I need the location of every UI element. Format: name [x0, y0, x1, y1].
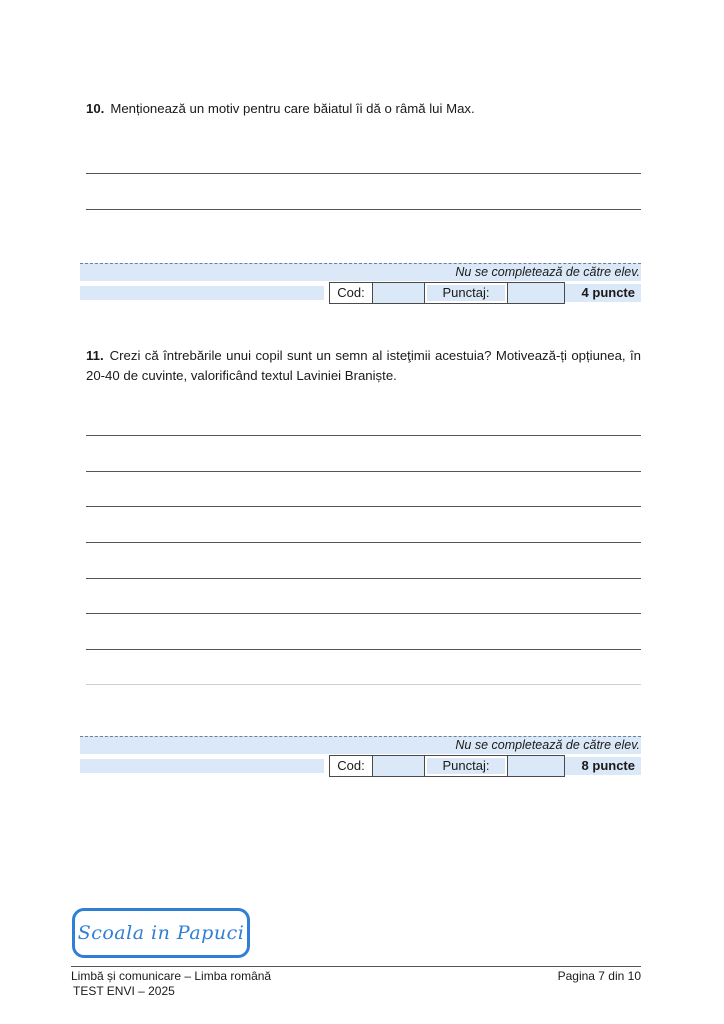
- score-label: Punctaj:: [427, 758, 505, 774]
- score-input[interactable]: [507, 282, 565, 304]
- grading-fill: [80, 759, 324, 773]
- score-label-box: [424, 755, 508, 777]
- question-number: 10.: [86, 101, 105, 116]
- question-10: [86, 99, 641, 119]
- answer-line[interactable]: [86, 613, 641, 614]
- logo-text: Scoala in Papuci: [77, 922, 245, 944]
- answer-line[interactable]: [86, 173, 641, 174]
- grading-note: Nu se completează de către elev.: [455, 738, 640, 752]
- question-number: 11.: [86, 348, 104, 363]
- footer-divider: [71, 966, 641, 967]
- question-text: Menționează un motiv pentru care băiatul îi dă o râmă lui Max.: [110, 101, 475, 116]
- question-text: Crezi că întrebările unui copil sunt un semn al isteţimii acestuia? Motivează-ți opțiunea, în 20-40 de cuvinte, valorificând textul Laviniei Braniște.: [86, 348, 641, 383]
- score-label: Punctaj:: [427, 285, 505, 301]
- grading-fill: [80, 286, 324, 300]
- score-label-box: [424, 282, 508, 304]
- grading-row: [80, 755, 641, 777]
- answer-line[interactable]: [86, 506, 641, 507]
- answer-line[interactable]: [86, 435, 641, 436]
- grading-note: Nu se completează de către elev.: [455, 265, 640, 279]
- answer-line[interactable]: [86, 542, 641, 543]
- school-logo: [72, 908, 250, 958]
- answer-line[interactable]: [86, 684, 641, 685]
- answer-line[interactable]: [86, 471, 641, 472]
- footer-subject: Limbă și comunicare – Limba română: [71, 969, 272, 983]
- grading-note-bar: [80, 736, 641, 754]
- code-label: Cod:: [329, 282, 373, 304]
- answer-line[interactable]: [86, 209, 641, 210]
- code-input[interactable]: [372, 755, 425, 777]
- grading-row: [80, 282, 641, 304]
- grading-note-bar: [80, 263, 641, 281]
- answer-line[interactable]: [86, 649, 641, 650]
- score-input[interactable]: [507, 755, 565, 777]
- answer-line[interactable]: [86, 578, 641, 579]
- footer-page: Pagina 7 din 10: [557, 969, 641, 983]
- footer-test: TEST ENVI – 2025: [73, 984, 175, 998]
- points-label: 4 puncte: [565, 284, 641, 302]
- question-11: [86, 346, 641, 386]
- code-input[interactable]: [372, 282, 425, 304]
- points-label: 8 puncte: [565, 757, 641, 775]
- code-label: Cod:: [329, 755, 373, 777]
